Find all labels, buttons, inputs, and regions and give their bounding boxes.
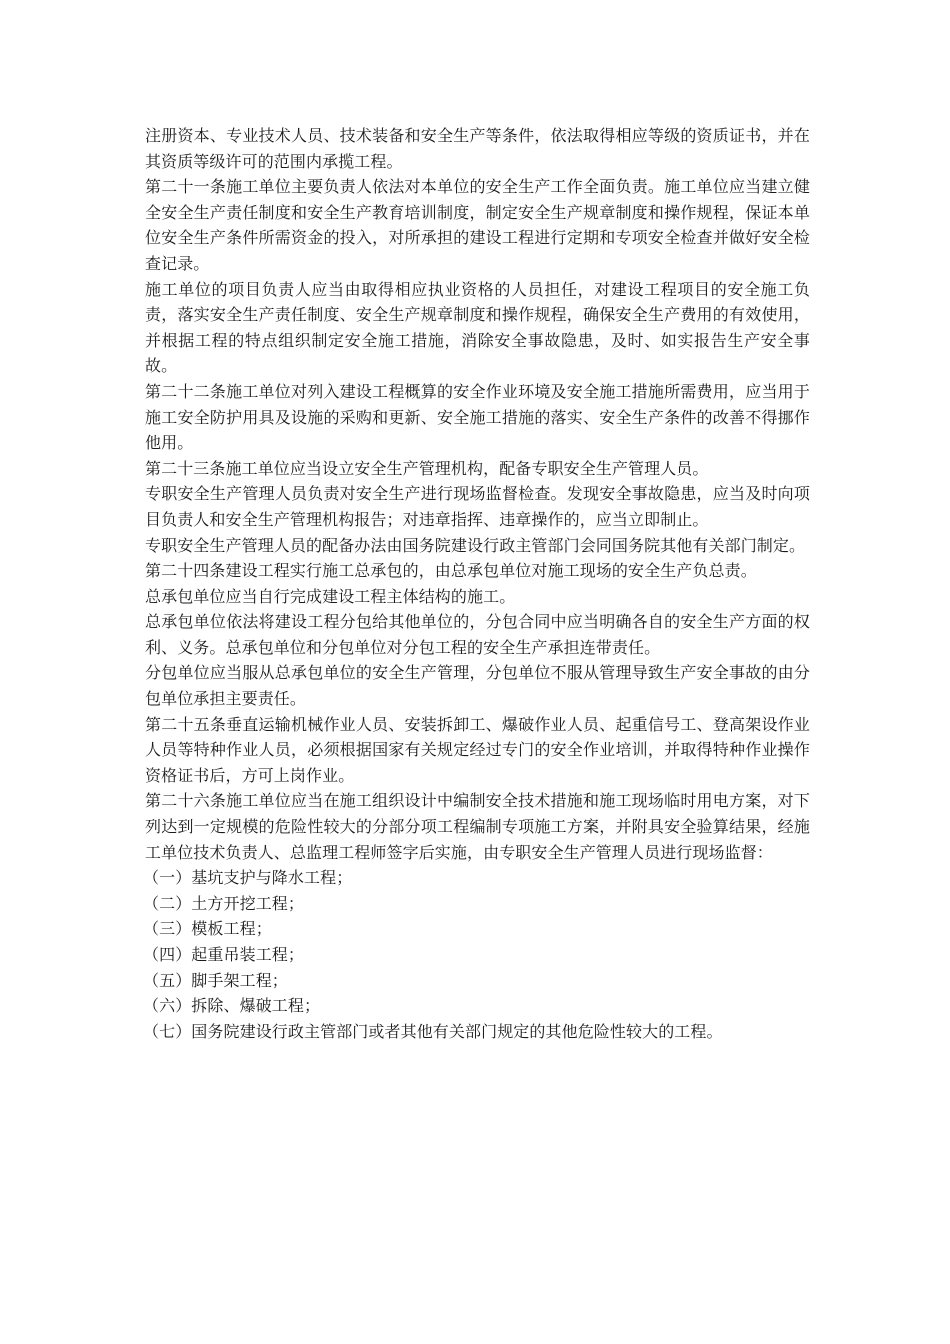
list-item: （七）国务院建设行政主管部门或者其他有关部门规定的其他危险性较大的工程。 — [143, 1021, 723, 1041]
document-body — [145, 123, 810, 1044]
paragraph: 第二十一条施工单位主要负责人依法对本单位的安全生产工作全面负责。施工单位应当建立健全安全生产责任制度和安全生产教育培训制度，制定安全生产规章制度和操作规程，保证本单位安全生产条件所需资金的投入，对所承担的建设工程进行定期和专项安全检查并做好安全检查记录。 — [145, 177, 810, 273]
paragraph: 总承包单位依法将建设工程分包给其他单位的，分包合同中应当明确各自的安全生产方面的权利、义务。总承包单位和分包单位对分包工程的安全生产承担连带责任。 — [145, 612, 810, 657]
list-item: （四）起重吊装工程； — [143, 945, 305, 964]
paragraph: 注册资本、专业技术人员、技术装备和安全生产等条件，依法取得相应等级的资质证书，并在其资质等级许可的范围内承揽工程。 — [145, 126, 810, 171]
list-item: （六）拆除、爆破工程； — [143, 996, 321, 1016]
list-item: （二）土方开挖工程； — [143, 893, 305, 913]
paragraph: 第二十二条施工单位对列入建设工程概算的安全作业环境及安全施工措施所需费用，应当用于施工安全防护用具及设施的采购和更新、安全施工措施的落实、安全生产条件的改善不得挪作他用。 — [145, 381, 810, 453]
paragraph: 专职安全生产管理人员的配备办法由国务院建设行政主管部门会同国务院其他有关部门制定。 — [145, 535, 806, 555]
paragraph: 第二十六条施工单位应当在施工组织设计中编制安全技术措施和施工现场临时用电方案，对下列达到一定规模的危险性较大的分部分项工程编制专项施工方案，并附具安全验算结果，经施工单位技术负责人、总监理工程师签字后实施，由专职安全生产管理人员进行现场监督： — [145, 791, 810, 862]
paragraph: 施工单位的项目负责人应当由取得相应执业资格的人员担任，对建设工程项目的安全施工负责，落实安全生产责任制度、安全生产规章制度和操作规程，确保安全生产费用的有效使用，并根据工程的特点组织制定安全施工措施，消除安全事故隐患，及时、如实报告生产安全事故。 — [145, 279, 810, 376]
paragraph: 分包单位应当服从总承包单位的安全生产管理，分包单位不服从管理导致生产安全事故的由分包单位承担主要责任。 — [145, 663, 810, 709]
list-item: （五）脚手架工程； — [143, 970, 288, 990]
paragraph: 第二十五条垂直运输机械作业人员、安装拆卸工、爆破作业人员、起重信号工、登高架设作业人员等特种作业人员，必须根据国家有关规定经过专门的安全作业培训，并取得特种作业操作资格证书后，方可上岗作业。 — [145, 714, 810, 785]
list-item: （一）基坑支护与降水工程； — [143, 868, 353, 888]
paragraph: 专职安全生产管理人员负责对安全生产进行现场监督检查。发现安全事故隐患，应当及时向项目负责人和安全生产管理机构报告；对违章指挥、违章操作的，应当立即制止。 — [145, 484, 810, 529]
list-item: （三）模板工程； — [143, 919, 272, 939]
paragraph: 第二十四条建设工程实行施工总承包的，由总承包单位对施工现场的安全生产负总责。 — [145, 561, 757, 581]
paragraph: 总承包单位应当自行完成建设工程主体结构的施工。 — [145, 586, 516, 606]
paragraph: 第二十三条施工单位应当设立安全生产管理机构，配备专职安全生产管理人员。 — [145, 458, 709, 478]
